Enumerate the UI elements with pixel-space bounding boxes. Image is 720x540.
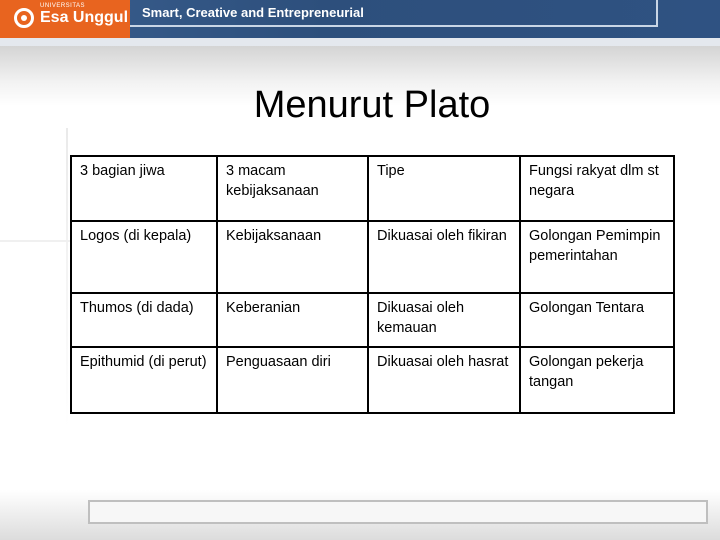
table-cell: Epithumid (di perut)	[71, 347, 217, 413]
horizontal-decoration-line	[0, 240, 70, 242]
table-header-cell: 3 bagian jiwa	[71, 156, 217, 221]
table-header-row	[71, 156, 674, 221]
table-row	[71, 221, 674, 293]
header-bottom-strip	[0, 38, 720, 46]
logo-text: Esa Unggul	[40, 9, 129, 26]
table-cell: Golongan pekerja tangan	[520, 347, 674, 413]
logo-small-text: UNIVERSITAS	[40, 3, 86, 9]
table-cell: Logos (di kepala)	[71, 221, 217, 293]
table-header-cell: Fungsi rakyat dlm st negara	[520, 156, 674, 221]
table-cell: Dikuasai oleh kemauan	[368, 293, 520, 347]
table-cell: Golongan Tentara	[520, 293, 674, 347]
table-cell: Dikuasai oleh hasrat	[368, 347, 520, 413]
table-row	[71, 347, 674, 413]
vertical-decoration-line	[66, 128, 68, 428]
table-cell: Penguasaan diri	[217, 347, 368, 413]
table-cell: Thumos (di dada)	[71, 293, 217, 347]
table-row	[71, 293, 674, 347]
table-cell: Keberanian	[217, 293, 368, 347]
table-cell: Kebijaksanaan	[217, 221, 368, 293]
table-header-cell: Tipe	[368, 156, 520, 221]
university-logo	[0, 0, 130, 38]
tagline: Smart, Creative and Entrepreneurial	[142, 5, 364, 20]
table-cell: Golongan Pemimpin pemerintahan	[520, 221, 674, 293]
logo-ring-icon	[14, 8, 34, 28]
slide-title: Menurut Plato	[253, 84, 491, 126]
table-header-cell: 3 macam kebijaksanaan	[217, 156, 368, 221]
header-bar	[0, 0, 720, 46]
plato-table	[70, 155, 675, 414]
bottom-decoration-bar	[88, 500, 708, 524]
table-cell: Dikuasai oleh fikiran	[368, 221, 520, 293]
